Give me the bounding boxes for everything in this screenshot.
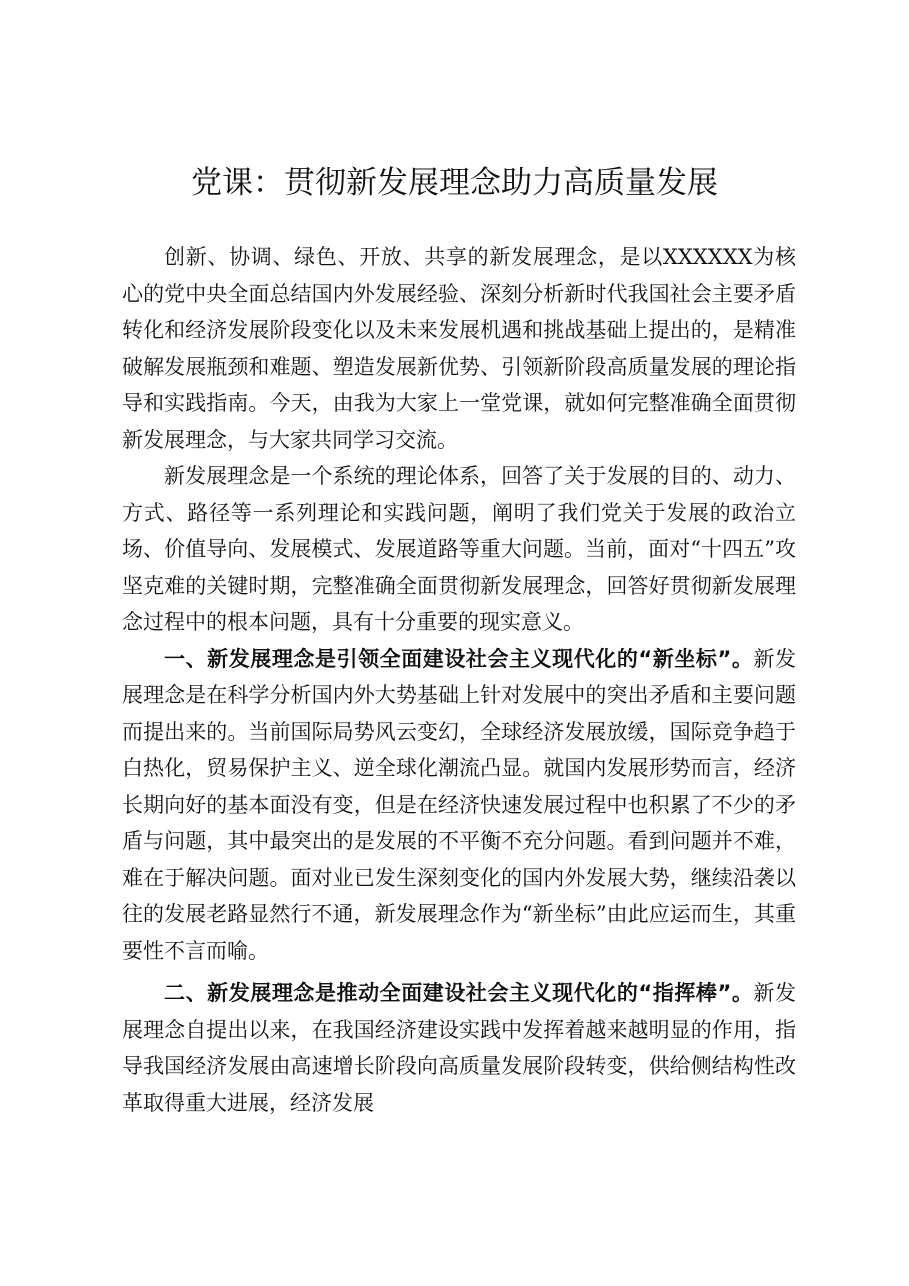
paragraph-section-one bbox=[122, 641, 796, 970]
document-title: 党课：贯彻新发展理念助力高质量发展 bbox=[191, 165, 718, 201]
paragraph-text: 创新、协调、绿色、开放、共享的新发展理念，是以XXXXXX为核心的党中央全面总结国内外发展经验、深刻分析新时代我国社会主要矛盾转化和经济发展阶段变化以及未来发展机遇和挑战基础上提出的，是精准破解发展瓶颈和难题、塑造发展新优势、引领新阶段高质量发展的理论指导和实践指南。今天，由我为大家上一堂党课，就如何完整准确全面贯彻新发展理念，与大家共同学习交流。 bbox=[122, 245, 796, 452]
paragraph-text: 新发展理念是一个系统的理论体系，回答了关于发展的目的、动力、方式、路径等一系列理论和实践问题，阐明了我们党关于发展的政治立场、价值导向、发展模式、发展道路等重大问题。当前，面对“十四五”攻坚克难的关键时期，完整准确全面贯彻新发展理念，回答好贯彻新发展理念过程中的根本问题，具有十分重要的现实意义。 bbox=[122, 464, 796, 634]
paragraph-section-two bbox=[122, 975, 796, 1121]
section-heading-one: 一、新发展理念是引领全面建设社会主义现代化的“新坐标”。 bbox=[164, 646, 754, 671]
paragraph-intro bbox=[122, 239, 796, 458]
paragraph-text: 新发展理念是在科学分析国内外大势基础上针对发展中的突出矛盾和主要问题而提出来的。当前国际局势风云变幻，全球经济发展放缓，国际竞争趋于白热化，贸易保护主义、逆全球化潮流凸显。就国内发展形势而言，经济长期向好的基本面没有变，但是在经济快速发展过程中也积累了不少的矛盾与问题，其中最突出的是发展的不平衡不充分问题。看到问题并不难，难在于解决问题。面对业已发生深刻变化的国内外发展大势，继续沿袭以往的发展老路显然行不通，新发展理念作为“新坐标”由此应运而生，其重要性不言而喻。 bbox=[122, 646, 797, 963]
paragraph-system bbox=[122, 458, 796, 641]
paragraph-text: 新发展理念自提出以来，在我国经济建设实践中发挥着越来越明显的作用，指导我国经济发展由高速增长阶段向高质量发展阶段转变，供给侧结构性改革取得重大进展，经济发展 bbox=[122, 981, 797, 1115]
section-heading-two: 二、新发展理念是推动全面建设社会主义现代化的“指挥棒”。 bbox=[164, 981, 754, 1005]
document-body bbox=[122, 239, 796, 1121]
